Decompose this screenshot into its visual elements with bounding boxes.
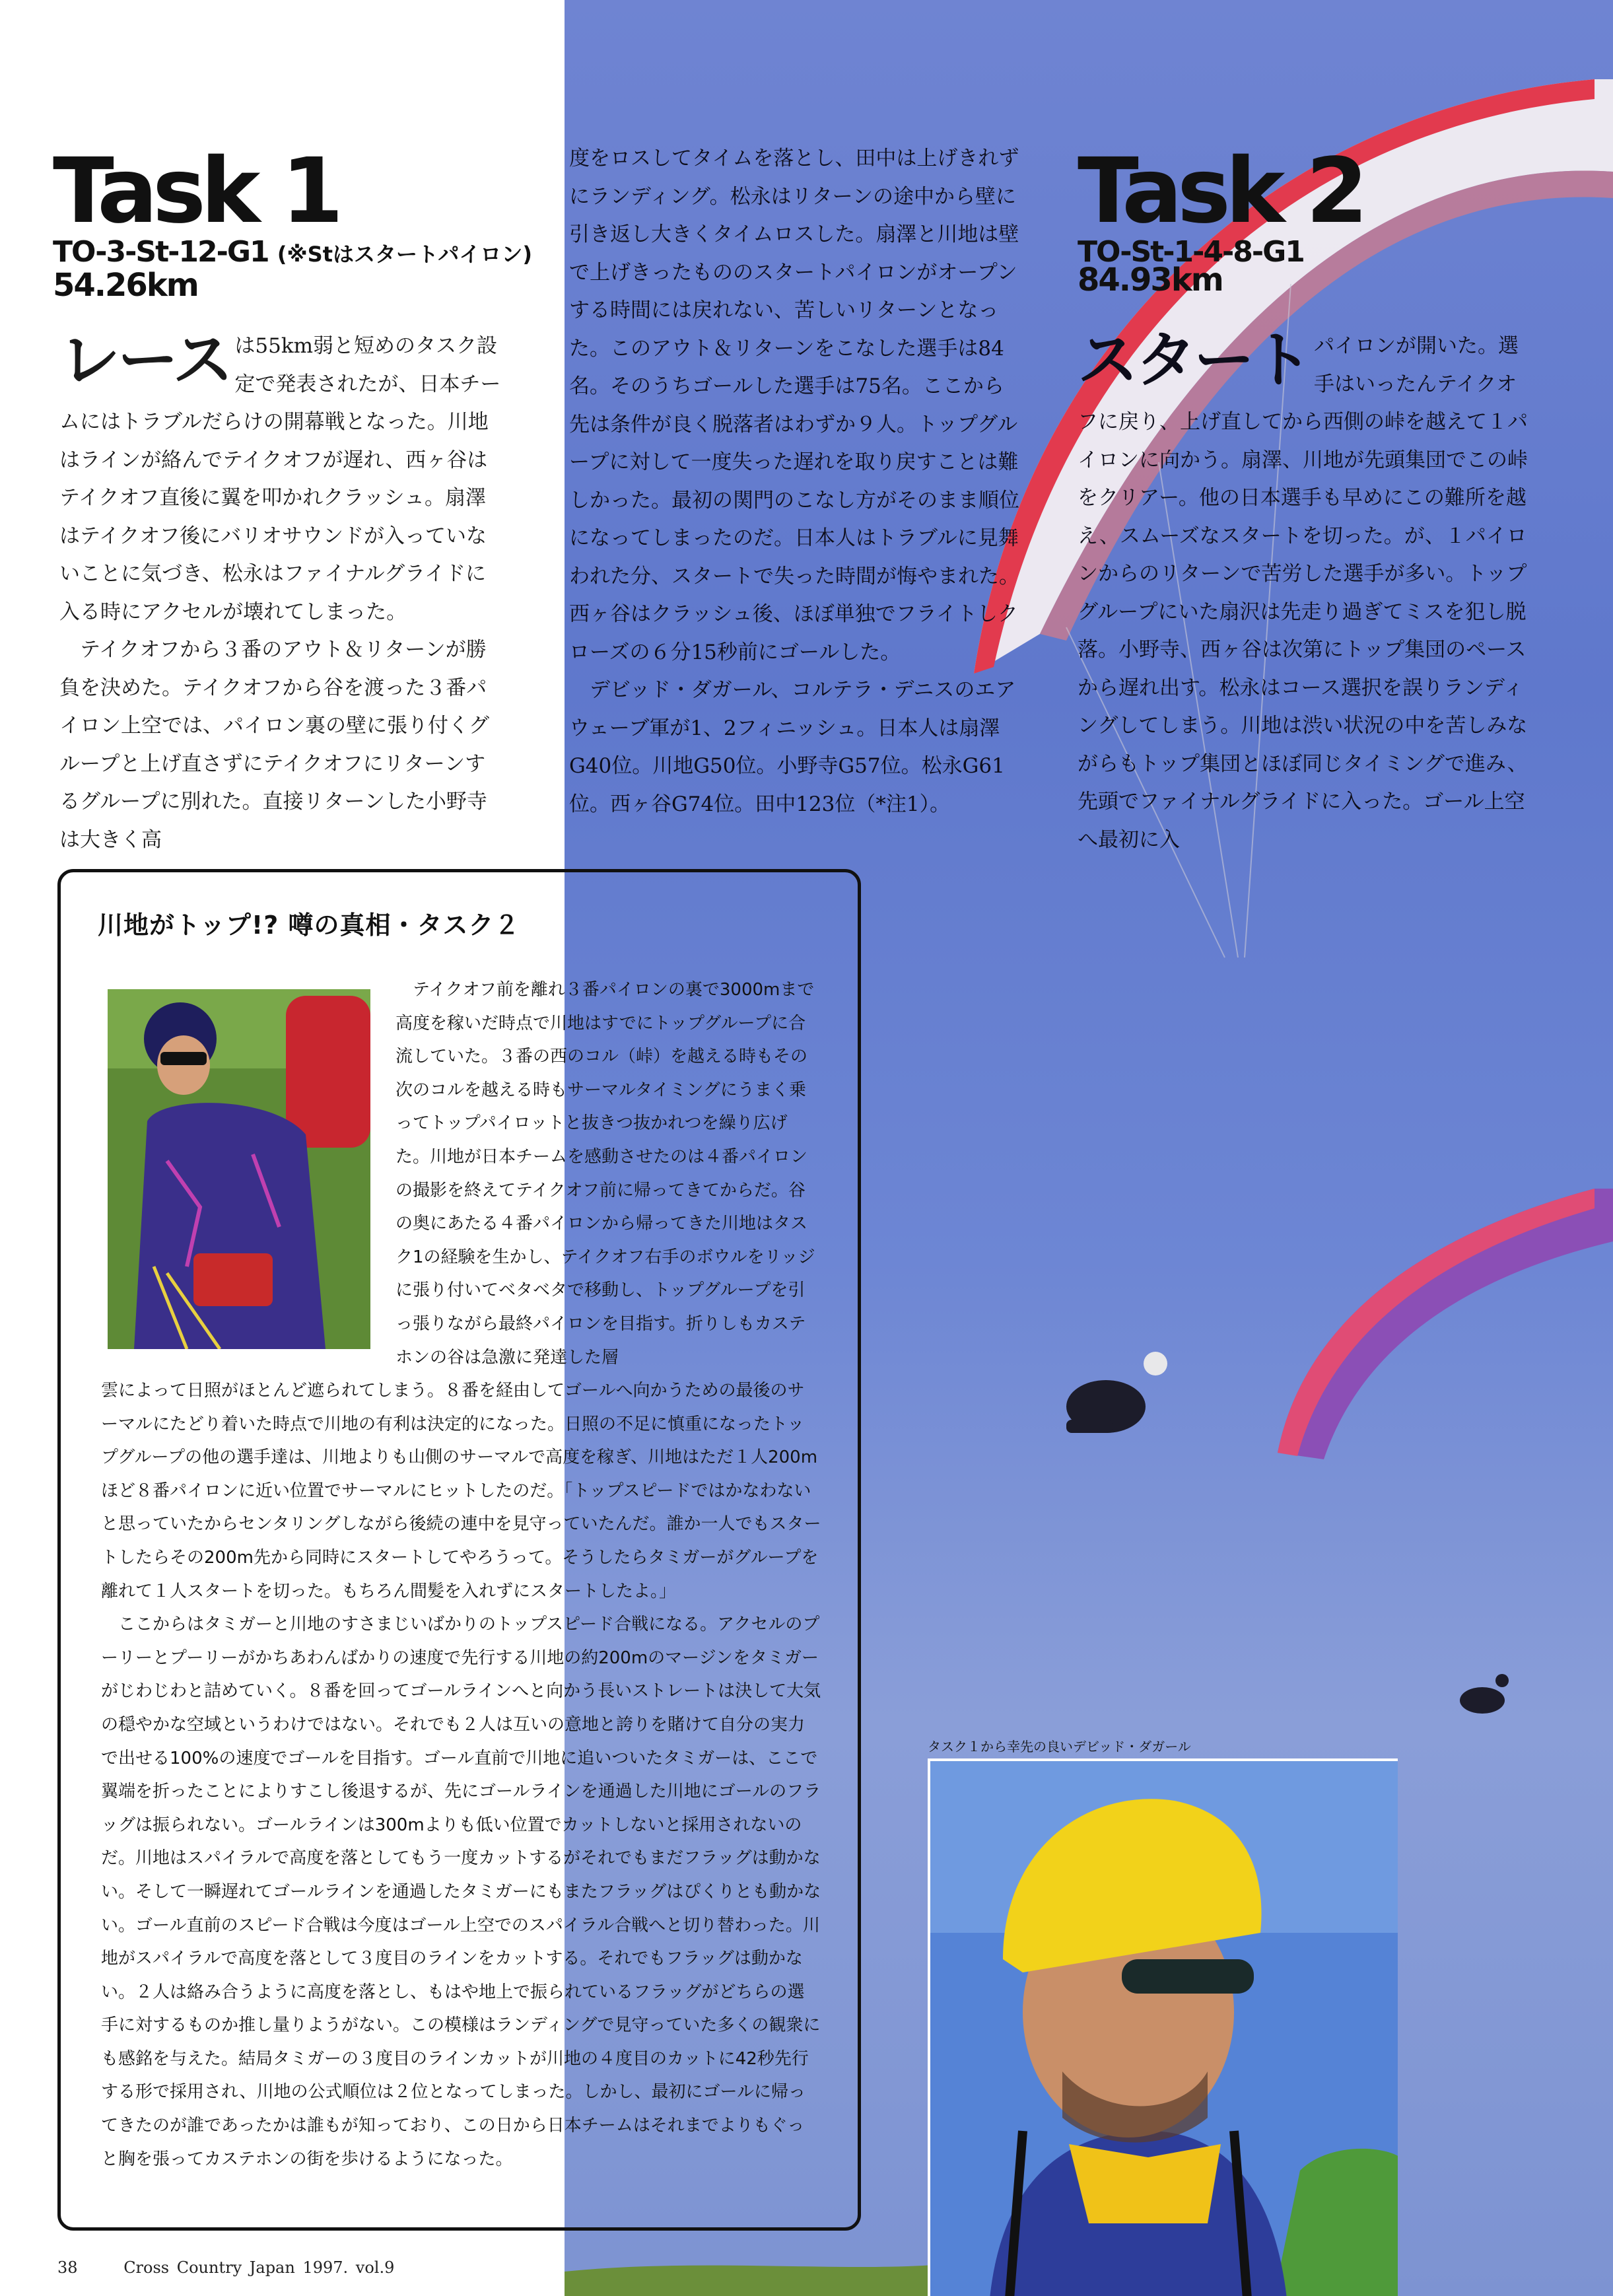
sidebar-paragraph-3: ここからはタミガーと川地のすさまじいばかりのトップスピード合戦になる。アクセルのプーリーとプーリーがかちあわんばかりの速度で先行する川地の約200mのマージンをタミガーがじわじわと詰めていく。８番を回ってゴールラインへと向かう長いストレートは決して大気の穏やかな空域というわけではない。それでも２人は互いの意地と誇りを賭けて自分の実力で出せる100%の速度でゴールを目指す。ゴール直前で川地に追いついたタミガーは、ここで翼端を折ったことによりすこし後退するが、先にゴールラインを通過した川地にゴールのフラッグは振られない。ゴールラインは300mよりも低い位置でカットしないと採用されないのだ。川地はスパイラルで高度を落としてもう一度カットするがそれでもまだフラッグは動かない。そして一瞬遅れてゴールラインを通過したタミガーにもまたフラッグはぴくりとも動かない。ゴール直前のスピード合戦は今度はゴール上空でのスパイラル合戦へと切り替わった。川地がスパイラルで高度を落として３度目のラインをカットする。それでもフラッグは動かない。２人は絡み合うように高度を落とし、もはや地上で振られているフラッグがどちらの選手に対するものか推し量りようがない。この模様はランディングで見守っていた多くの観衆にも感銘を与えた。結局タミガーの３度目のラインカットが川地の４度目のカットに42秒先行する形で採用され、川地の公式順位は２位となってしまった。しかし、最初にゴールに帰ってきたのが誰であったかは誰もが知っており、この日から日本チームはそれまでよりもぐっと胸を張ってカステホンの街を歩けるようになった。 <box>101 1615 821 2169</box>
publication-name: Cross Country Japan 1997. vol.9 <box>123 2258 395 2277</box>
task2-dropcap: スタート <box>1078 325 1311 396</box>
task1-paragraph-1: レース は55km弱と短めのタスク設定で発表されたが、日本チームにはトラブルだらけの開幕戦となった。川地はラインが絡んでテイクオフが遅れ、西ヶ谷はテイクオフ直後に翼を叩かれクラッシュ。扇澤はテイクオフ後にバリオサウンドが入っていないことに気づき、松永はファイナルグライドに入る時にアクセルが壊れてしまった。 <box>59 325 501 624</box>
photo-david-dagault <box>928 1758 1398 2296</box>
task1-paragraph-2: テイクオフから３番のアウト＆リターンが勝負を決めた。テイクオフから谷を渡った３番パイロン上空では、パイロン裏の壁に張り付くグループと上げ直さずにテイクオフにリターンするグループに別れた。直接リターンした小野寺は大きく高 <box>59 638 489 852</box>
task1-distance: 54.26km <box>53 267 198 304</box>
task1-dropcap: レース <box>59 325 231 396</box>
photo-caption: タスク１から幸先の良いデビッド・ダガール <box>928 1739 1191 1755</box>
task2-title: Task 2 <box>1078 139 1363 244</box>
task1-route: TO-3-St-12-G1 <box>53 235 269 269</box>
task1-route-note: (※Stはスタートパイロン) <box>277 242 532 267</box>
page-number: 38 <box>57 2258 78 2277</box>
page-footer <box>57 2258 394 2277</box>
photo-pilot-kawachi <box>108 989 370 1349</box>
david-photo-art <box>930 1761 1398 2296</box>
task1-col2-paragraph-2: デビッド・ダガール、コルテラ・デニスのエアウェーブ軍が1、2フィニッシュ。日本人は扇澤G40位。川地G50位。小野寺G57位。松永G61位。西ヶ谷G74位。田中123位（*注1）。 <box>569 678 1016 816</box>
sidebar-text-top <box>395 973 820 1374</box>
task2-route: TO-St-1-4-8-G1 <box>1078 235 1304 269</box>
task2-paragraph-1: スタート パイロンが開いた。選手はいったんテイクオフに戻り、上げ直してから西側の峠を越えて１パイロンに向かう。扇澤、川地が先頭集団でこの峠をクリアー。他の日本選手も早めにこの難所を越え、スムーズなスタートを切った。が、１パイロンからのリターンで苦労した選手が多い。トップグループにいた扇沢は先走り過ぎてミスを犯し脱落。小野寺、西ヶ谷は次第にトップ集団のペースから遅れ出す。松永はコース選択を誤りランディングしてしまう。川地は渋い状況の中を苦しみながらもトップ集団とほぼ同じタイミングで進み、先頭でファイナルグライドに入った。ゴール上空へ最初に入 <box>1078 325 1528 852</box>
task1-column-2 <box>569 140 1019 823</box>
task2-distance: 84.93km <box>1078 261 1223 298</box>
task2-column <box>1078 325 1533 859</box>
task1-title: Task 1 <box>53 139 339 244</box>
sidebar-paragraph-2: 雲によって日照がほとんど遮られてしまう。８番を経由してゴールへ向かうための最後のサーマルにたどり着いた時点で川地の有利は決定的になった。日照の不足に慎重になったトップグループの他の選手達は、川地よりも山側のサーマルで高度を稼ぎ、川地はただ１人200mほど８番パイロンに近い位置でサーマルにヒットしたのだ。「トップスピードではかなわないと思っていたからセンタリングしながら後続の連中を見守っていたんだ。誰か一人でもスタートしたらその200m先から同時にスタートしてやろうって。そうしたらタミガーがグループを離れて１人スタートを切った。もちろん間髪を入れずにスタートしたよ。」 <box>101 1381 821 1601</box>
sidebar-paragraph-1: テイクオフ前を離れ３番パイロンの裏で3000mまで高度を稼いだ時点で川地はすでにトップグループに合流していた。３番の西のコル（峠）を越える時もその次のコルを越える時もサーマルタイミングにうまく乗ってトップパイロットと抜きつ抜かれつを繰り広げた。川地が日本チームを感動させたのは４番パイロンの撮影を終えてテイクオフ前に帰ってきてからだ。谷の奥にあたる４番パイロンから帰ってきた川地はタスク1の経験を生かし、テイクオフ右手のボウルをリッジに張り付いてベタベタで移動し、トップグループを引っ張りながら最終パイロンを目指す。折りしもカステホンの谷は急激に発達した層 <box>395 980 815 1368</box>
sidebar-text-body <box>101 1374 821 2176</box>
task1-col2-paragraph-1: 度をロスしてタイムを落とし、田中は上げきれずにランディング。松永はリターンの途中から壁に引き返し大きくタイムロスした。扇澤と川地は壁で上げきったもののスタートパイロンがオープンする時間には戻れない、苦しいリターンとなった。このアウト＆リターンをこなした選手は84名。そのうちゴールした選手は75名。ここから先は条件が良く脱落者はわずか９人。トップグループに対して一度失った遅れを取り戻すことは難しかった。最初の関門のこなし方がそのまま順位になってしまったのだ。日本人はトラブルに見舞われた分、スタートで失った時間が悔やまれた。西ヶ谷はクラッシュ後、ほぼ単独でフライトしクローズの６分15秒前にゴールした。 <box>569 147 1019 664</box>
sidebar-title: 川地がトップ!? 噂の真相・タスク２ <box>98 911 520 940</box>
task1-column-1 <box>59 325 506 859</box>
task1-route-line <box>53 235 532 269</box>
pilot-photo-art <box>108 989 370 1349</box>
